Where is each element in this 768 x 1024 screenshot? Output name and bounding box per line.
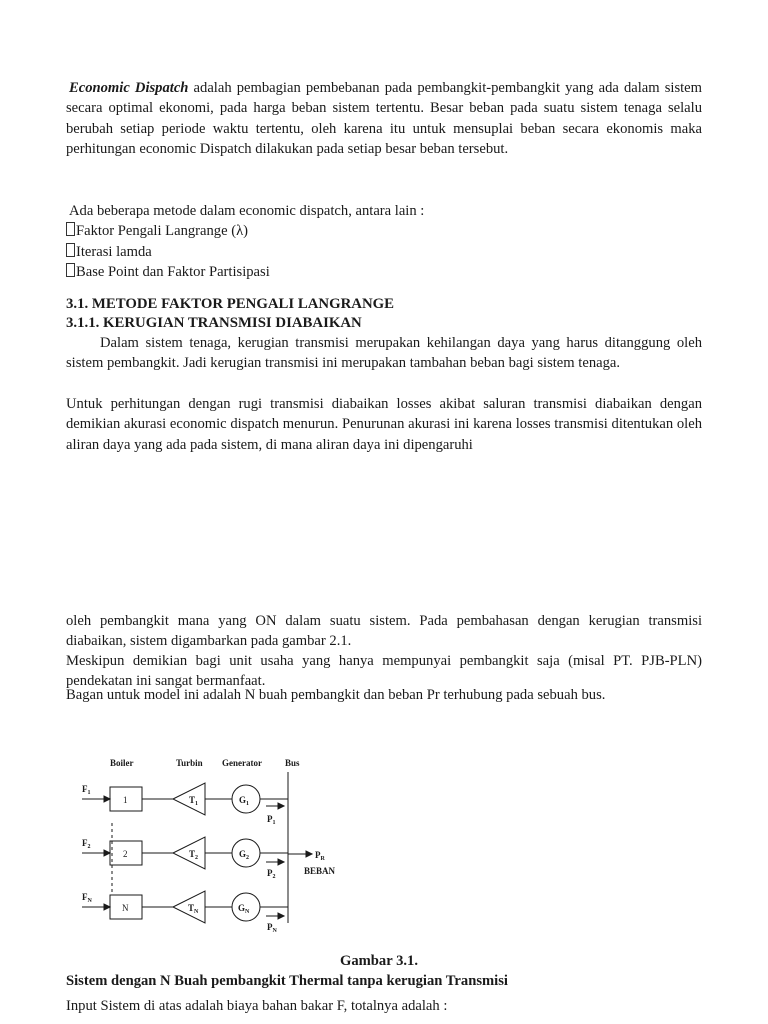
method-item: Faktor Pengali Langrange (λ)	[66, 221, 702, 241]
load-label: BEBAN	[304, 866, 336, 876]
section-paragraph-1: Dalam sistem tenaga, kerugian transmisi merupakan kehilangan daya yang harus ditanggung oleh sistem pembangkit. Jadi kerugian transmisi ini merupakan tambahan beban bagi sistem tenaga.	[66, 335, 702, 372]
continuation-paragraph-3: Bagan untuk model ini adalah N buah pembangkit dan beban Pr terhubung pada sebuah bus.	[66, 687, 606, 703]
bullet-box-icon	[66, 222, 75, 236]
load-symbol: $P_R$	[315, 850, 325, 862]
heading-3-1-1: 3.1.1. KERUGIAN TRANSMISI DIABAIKAN	[66, 315, 362, 331]
header-generator: Generator	[222, 758, 262, 768]
svg-text:T1: $T_1$	[189, 795, 199, 807]
svg-text:P2: $P_2$	[267, 868, 276, 880]
footer-paragraph: Input Sistem di atas adalah biaya bahan bakar F, totalnya adalah :	[66, 998, 448, 1014]
caption-description: Sistem dengan N Buah pembangkit Thermal tanpa kerugian Transmisi	[66, 973, 508, 989]
svg-text:T2: $T_2$	[189, 849, 199, 861]
header-turbin: Turbin	[176, 758, 203, 768]
methods-lead: Ada beberapa metode dalam economic dispatch, antara lain :	[69, 203, 425, 219]
svg-text:N: N	[122, 903, 129, 913]
svg-text:2: 2	[123, 849, 128, 859]
svg-text:FN: $F_N$	[82, 892, 92, 904]
header-boiler: Boiler	[110, 758, 134, 768]
generator-unit	[82, 891, 288, 923]
figure-caption	[66, 951, 702, 991]
svg-text:1: 1	[123, 795, 128, 805]
generator-unit	[82, 783, 288, 815]
method-item: Iterasi lamda	[66, 242, 702, 262]
svg-text:G1: $G_1$	[239, 795, 250, 807]
bullet-box-icon	[66, 263, 75, 277]
heading-3-1: 3.1. METODE FAKTOR PENGALI LANGRANGE	[66, 296, 395, 312]
svg-text:GN: $G_N$	[238, 903, 250, 915]
continuation-paragraph-1: oleh pembangkit mana yang ON dalam suatu sistem. Pada pembahasan dengan kerugian transmisi diabaikan, sistem digambarkan pada gambar 2.1.	[66, 613, 702, 650]
generation-system-diagram	[70, 750, 370, 940]
intro-paragraph	[66, 78, 702, 159]
continuation-paragraph-2: Meskipun demikian bagi unit usaha yang hanya mempunyai pembangkit saja (misal PT. PJB-PLN) pendekatan ini sangat bermanfaat.	[66, 653, 702, 690]
svg-text:F2: $F_2$	[82, 838, 91, 850]
method-item: Base Point dan Faktor Partisipasi	[66, 262, 702, 282]
section-paragraph-2: Untuk perhitungan dengan rugi transmisi diabaikan losses akibat saluran transmisi diabaikan dengan demikian akurasi economic dispatch menurun. Penurunan akurasi ini karena losses transmisi ditentukan oleh aliran daya yang ada pada sistem, di mana aliran daya ini dipengaruhi	[66, 396, 702, 453]
svg-text:TN: $T_N$	[188, 903, 199, 915]
intro-term: Economic Dispatch	[69, 80, 189, 96]
generator-unit	[82, 837, 312, 869]
svg-text:F1: $F_1$	[82, 784, 91, 796]
svg-text:PN: $P_N$	[267, 922, 277, 934]
header-bus: Bus	[285, 758, 300, 768]
intro-text: adalah pembagian pembebanan pada pembangkit-pembangkit yang ada dalam sistem secara optimal ekonomi, pada harga beban sistem tertentu. Besar beban pada suatu sistem tenaga selalu berubah setiap periode waktu tertentu, oleh karena itu untuk mensuplai beban secara ekonomis maka perhitungan economic Dispatch dilakukan pada setiap besar beban tersebut.	[66, 80, 703, 157]
generator-circle	[232, 893, 260, 921]
methods-list	[66, 201, 702, 282]
svg-text:P1: $P_1$	[267, 814, 276, 826]
section-headings	[66, 295, 702, 333]
caption-title: Gambar 3.1.	[340, 953, 418, 969]
bullet-box-icon	[66, 243, 75, 257]
svg-text:G2: $G_2$	[239, 849, 250, 861]
